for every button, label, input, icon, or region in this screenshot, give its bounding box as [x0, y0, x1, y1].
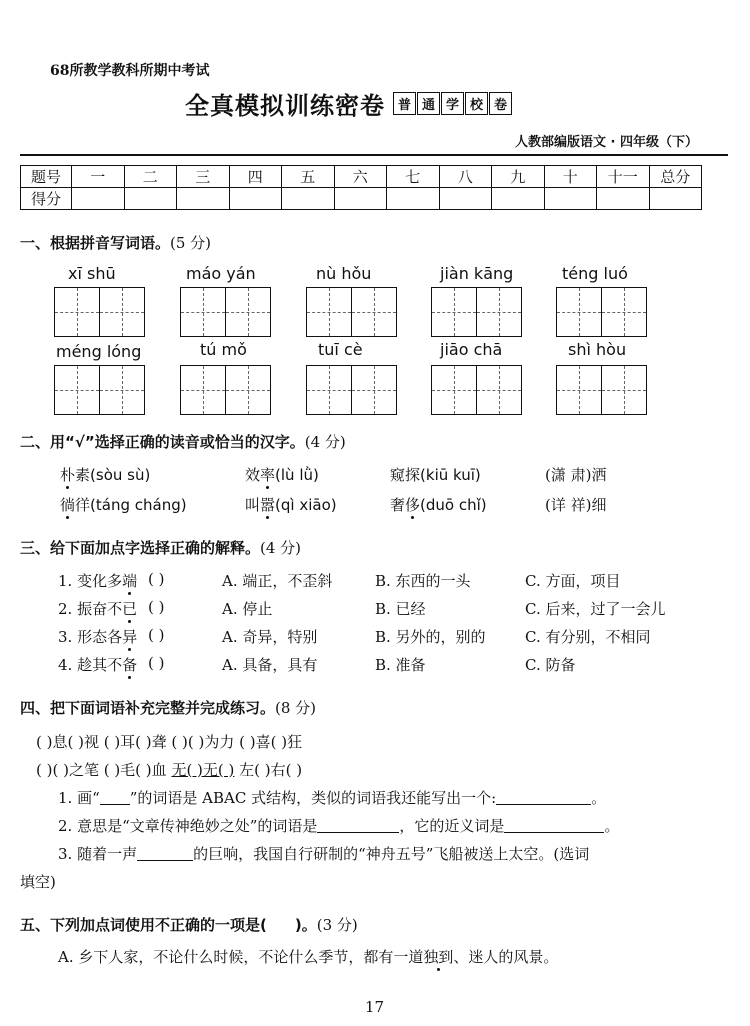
item-word	[58, 654, 137, 675]
option-b: B. 另外的，别的	[375, 628, 486, 646]
question-end: 。	[604, 817, 620, 835]
idiom-text: 左( )右( )	[234, 761, 303, 779]
choice-item	[60, 464, 150, 485]
row-label: 题号	[21, 166, 72, 188]
writing-grid[interactable]	[306, 365, 397, 415]
word-text: 趁其不	[77, 656, 123, 674]
dotted-char: 率	[260, 466, 276, 484]
dotted-char: 朴	[60, 466, 76, 484]
word-text: 振奋不	[77, 600, 123, 618]
pinyin-label: jiāo chā	[440, 340, 503, 359]
badge-char: 卷	[489, 92, 512, 115]
badge-char: 校	[465, 92, 488, 115]
section-4-title	[20, 697, 316, 718]
question-4-1	[58, 787, 606, 808]
choice-item	[390, 494, 487, 515]
item-number: 2.	[58, 600, 73, 618]
idiom-line-1[interactable]: ( )息( )视 ( )耳( )聋 ( )( )为力 ( )喜( )狂	[36, 733, 303, 751]
choice-options[interactable]: (táng cháng)	[90, 496, 187, 514]
writing-grid[interactable]	[306, 287, 397, 337]
edition-label: 人教部编版语文 · 四年级（下）	[515, 135, 698, 150]
answer-blank[interactable]	[504, 818, 604, 833]
section-3-heading: 三、给下面加点字选择正确的解释。	[20, 539, 261, 557]
dotted-char: 已	[122, 600, 138, 618]
option-a: A. 具备，具有	[222, 656, 318, 674]
paren-open: (	[545, 466, 551, 484]
word-char: 探	[405, 466, 421, 484]
dotted-char: 备	[122, 656, 138, 674]
option-a: A. 奇异，特别	[222, 628, 318, 646]
answer-blank[interactable]	[137, 846, 193, 861]
choice-item	[60, 494, 187, 515]
score-cell[interactable]	[229, 188, 282, 210]
section-1-heading: 一、根据拼音写词语。	[20, 234, 171, 252]
option-c: C. 防备	[525, 656, 576, 674]
column-header: 六	[334, 166, 387, 188]
writing-grid[interactable]	[556, 365, 647, 415]
school-line: 68所教学教科所期中考试	[50, 63, 210, 79]
sentence-text: A. 乡下人家，不论什么时候，不论什么季节，都有一道	[58, 948, 424, 966]
section-5-score: (3 分)	[316, 916, 358, 934]
column-header: 二	[124, 166, 177, 188]
dotted-char: 侈	[405, 496, 421, 514]
answer-blank[interactable]	[496, 790, 591, 805]
column-header: 四	[229, 166, 282, 188]
pinyin-label: xī shū	[68, 264, 116, 283]
word-text: 变化多	[77, 572, 123, 590]
question-4-3	[58, 843, 589, 864]
column-header: 七	[387, 166, 440, 188]
item-word	[58, 570, 137, 591]
choice-options[interactable]: (sòu sù)	[90, 466, 151, 484]
choice-item	[245, 464, 319, 485]
title-block	[185, 86, 513, 121]
dotted-char: 嚣	[260, 496, 276, 514]
page-title: 全真模拟训练密卷	[185, 92, 385, 120]
question-end: 。	[591, 789, 607, 807]
answer-blank[interactable]	[317, 818, 399, 833]
choice-options[interactable]: (qì xiāo)	[275, 496, 337, 514]
score-cell[interactable]	[334, 188, 387, 210]
section-3-score: (4 分)	[260, 539, 302, 557]
item-number: 1.	[58, 572, 73, 590]
score-table-score-row	[21, 188, 702, 210]
word-char: 徉	[75, 496, 91, 514]
dotted-char: 徜	[60, 496, 76, 514]
dotted-char: 端	[122, 572, 138, 590]
word-char: 叫	[245, 496, 261, 514]
option-c: C. 方面，项目	[525, 572, 621, 590]
paren-open: (	[545, 496, 551, 514]
badge-char: 通	[417, 92, 440, 115]
item-word	[58, 598, 137, 619]
option-a: A. 端正，不歪斜	[222, 572, 333, 590]
question-4-3-continued: 填空)	[20, 873, 56, 891]
pinyin-label: jiàn kāng	[440, 264, 514, 283]
choice-options[interactable]: 潇 肃	[550, 466, 586, 484]
pinyin-label: méng lóng	[56, 342, 142, 361]
item-word	[58, 626, 137, 647]
section-5-title	[20, 914, 358, 935]
column-header: 三	[177, 166, 230, 188]
choice-item	[545, 494, 607, 515]
header-rule	[20, 154, 728, 156]
score-cell[interactable]	[492, 188, 545, 210]
word-char: 素	[75, 466, 91, 484]
section-4-heading: 四、把下面词语补充完整并完成练习。	[20, 699, 276, 717]
choice-item	[390, 464, 481, 485]
writing-grid[interactable]	[431, 365, 522, 415]
score-cell[interactable]	[649, 188, 702, 210]
word-suffix: )细	[585, 496, 607, 514]
column-header: 十	[544, 166, 597, 188]
word-text: 形态各	[77, 628, 123, 646]
question-text: 1. 画“	[58, 789, 100, 807]
answer-paren[interactable]: ( )	[148, 570, 165, 588]
option-c: C. 有分别，不相同	[525, 628, 651, 646]
writing-grid[interactable]	[180, 365, 271, 415]
score-cell[interactable]	[72, 188, 125, 210]
section-1-title	[20, 232, 211, 253]
column-header: 八	[439, 166, 492, 188]
section-5-heading: 五、下列加点词使用不正确的一项是(	[20, 916, 267, 934]
section-4-score: (8 分)	[275, 699, 317, 717]
pinyin-label: máo yán	[186, 264, 256, 283]
word-suffix: )洒	[585, 466, 607, 484]
pinyin-label: nù hǒu	[316, 264, 372, 283]
option-c: C. 后来，过了一会儿	[525, 600, 666, 618]
page-number: 17	[365, 998, 385, 1016]
choice-item	[545, 464, 607, 485]
option-b: B. 准备	[375, 656, 426, 674]
column-header: 总分	[649, 166, 702, 188]
question-text: ”的词语是 ABAC 式结构，类似的词语我还能写出一个:	[129, 789, 497, 807]
section-2-heading: 二、用“√”选择正确的读音或恰当的汉字。	[20, 433, 305, 451]
question-text: 3. 随着一声	[58, 845, 138, 863]
writing-grid[interactable]	[54, 287, 145, 337]
dotted-word	[423, 948, 453, 966]
dotted-char: 异	[122, 628, 138, 646]
column-header: 五	[282, 166, 335, 188]
option-a: A. 停止	[222, 600, 273, 618]
score-cell[interactable]	[177, 188, 230, 210]
idiom-text: ( )( )之笔 ( )毛( )血	[36, 761, 172, 779]
question-4-2	[58, 815, 619, 836]
writing-grid[interactable]	[180, 287, 271, 337]
writing-grid[interactable]	[431, 287, 522, 337]
section-1-score: (5 分)	[170, 234, 212, 252]
question-text: ，它的近义词是	[399, 817, 505, 835]
pinyin-label: téng luó	[562, 264, 628, 283]
option-b: B. 东西的一头	[375, 572, 471, 590]
sentence-text: 、迷人的风景。	[453, 948, 559, 966]
choice-options[interactable]: (lù lǜ)	[275, 466, 319, 484]
answer-paren[interactable]: ( )	[148, 654, 165, 672]
pinyin-label: shì hòu	[568, 340, 627, 359]
word-char: 奢	[390, 496, 406, 514]
score-cell[interactable]	[387, 188, 440, 210]
section-2-score: (4 分)	[304, 433, 346, 451]
item-number: 3.	[58, 628, 73, 646]
choice-options[interactable]: (kiū kuī)	[420, 466, 481, 484]
badge-char: 普	[393, 92, 416, 115]
score-cell[interactable]	[282, 188, 335, 210]
question-text: 的巨响，我国自行研制的“神舟五号”飞船被送上太空。(选词	[193, 845, 590, 863]
writing-grid[interactable]	[54, 365, 145, 415]
section-5-heading-end: )。	[294, 916, 317, 934]
option-a-sentence	[58, 946, 558, 967]
pinyin-label: tú mǒ	[200, 340, 247, 359]
column-header: 九	[492, 166, 545, 188]
badge-char: 学	[441, 92, 464, 115]
word-char: 窥	[390, 466, 406, 484]
column-header: 十一	[597, 166, 650, 188]
idiom-line-2[interactable]	[36, 759, 302, 780]
answer-paren[interactable]: ( )	[148, 626, 165, 644]
dotted-char: 独到	[423, 948, 454, 966]
question-text: 2. 意思是“文章传神绝妙之处”的词语是	[58, 817, 318, 835]
score-cell[interactable]	[544, 188, 597, 210]
row-label: 得分	[21, 188, 72, 210]
section-2-title	[20, 431, 346, 452]
item-number: 4.	[58, 656, 73, 674]
title-badges	[393, 92, 513, 115]
column-header: 一	[72, 166, 125, 188]
option-b: B. 已经	[375, 600, 426, 618]
underlined-idiom: 无( )无( )	[171, 761, 235, 779]
score-cell[interactable]	[124, 188, 177, 210]
answer-paren[interactable]: ( )	[148, 598, 165, 616]
word-char: 效	[245, 466, 261, 484]
choice-options[interactable]: 详 祥	[550, 496, 586, 514]
answer-blank[interactable]	[100, 790, 130, 805]
writing-grid[interactable]	[556, 287, 647, 337]
score-cell[interactable]	[597, 188, 650, 210]
score-cell[interactable]	[439, 188, 492, 210]
choice-item	[245, 494, 337, 515]
pinyin-label: tuī cè	[318, 340, 363, 359]
score-table	[20, 165, 702, 210]
section-3-title	[20, 537, 301, 558]
choice-options[interactable]: (duō chǐ)	[420, 496, 487, 514]
score-table-header-row	[21, 166, 702, 188]
